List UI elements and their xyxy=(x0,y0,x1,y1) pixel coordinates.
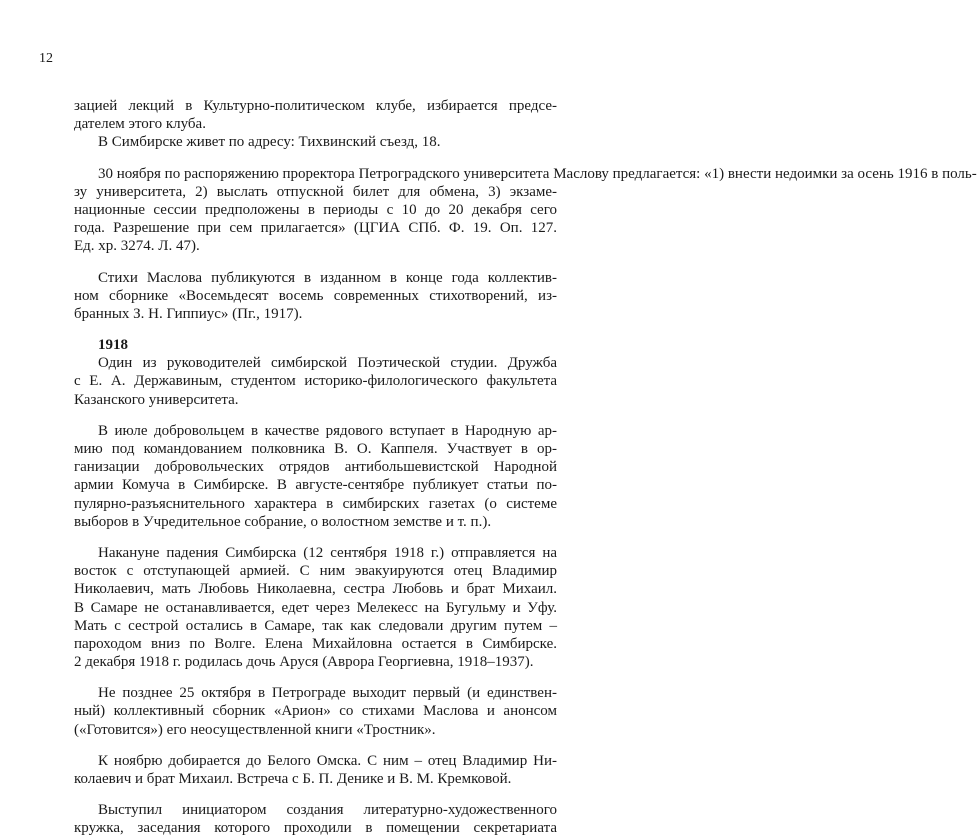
text-line: Накануне падения Симбирска (12 сентября 1918 г.) отправляется на xyxy=(98,544,557,561)
text-line: выборов в Учредительное собрание, о волостном земстве и т. п.). xyxy=(74,513,492,530)
paragraph xyxy=(74,97,557,133)
paragraph-gap xyxy=(74,409,557,422)
text-line: В июле добровольцем в качестве рядового вступает в Народную ар- xyxy=(98,422,557,439)
text-line: с Е. А. Державиным, студентом историко-филологического факультета xyxy=(74,373,557,390)
text-line: зацией лекций в Культурно-политическом клубе, избирается предсе- xyxy=(74,98,557,114)
text-line: 2 декабря 1918 г. родилась дочь Аруся (Аврора Георгиевна, 1918–1937). xyxy=(74,654,534,671)
text-line: ном сборнике «Восемьдесят восемь современных стихотворений, из- xyxy=(74,287,557,304)
text-line: восток с отступающей армией. С ним эвакуируются отец Владимир xyxy=(74,563,557,580)
text-line: зу университета, 2) выслать отпускной билет для обмена, 3) экзаме- xyxy=(74,183,557,200)
text-line: ганизации добровольческих отрядов антибольшевистской Народной xyxy=(74,459,557,476)
paragraph-gap xyxy=(74,531,557,544)
text-line: К ноябрю добирается до Белого Омска. С ним – отец Владимир Ни- xyxy=(98,752,557,769)
text-line: 1918 xyxy=(98,337,128,354)
text-line: пулярно-разъяснительного характера в симбирских газетах (о системе xyxy=(74,495,557,512)
text-line: Николаевич, мать Любовь Николаевна, сестра Любовь и брат Михаил. xyxy=(74,581,557,598)
text-line: дателем этого клуба. xyxy=(74,116,206,133)
paragraph xyxy=(74,752,557,788)
text-line: («Готовится») его неосуществленной книги «Тростник». xyxy=(74,721,436,738)
text-line: Стихи Маслова публикуются в изданном в конце года коллектив- xyxy=(98,269,557,286)
text-line: колаевич и брат Михаил. Встреча с Б. П. Денике и В. М. Кремковой. xyxy=(74,771,512,787)
text-line: мию под командованием полковника В. О. Каппеля. Участвует в ор- xyxy=(74,441,557,457)
year-heading xyxy=(74,336,557,354)
paragraph xyxy=(74,354,557,409)
text-line: кружка, заседания которого проходили в помещении секретариата xyxy=(74,820,557,837)
text-line: пароходом вниз по Волге. Елена Михайловна остается в Симбирске. xyxy=(74,635,557,652)
paragraph-gap xyxy=(74,152,557,165)
paragraph-gap xyxy=(74,671,557,684)
paragraph-gap xyxy=(74,739,557,752)
paragraph xyxy=(74,544,557,671)
text-line: В Самаре не останавливается, едет через Мелекесс на Бугульму и Уфу. xyxy=(74,599,557,616)
text-line: национные сессии предположены в периоды с 10 до 20 декабря сего xyxy=(74,201,557,218)
paragraph-gap xyxy=(74,256,557,269)
page-number: 12 xyxy=(39,51,53,66)
text-line: Мать с сестрой остались в Самаре, так как следовали другим путем – xyxy=(74,617,557,634)
text-line: Выступил инициатором создания литературно-художественного xyxy=(98,802,557,819)
text-line: года. Разрешение при сем прилагается» (ЦГИА СПб. Ф. 19. Оп. 127. xyxy=(74,220,557,237)
text-line: армии Комуча в Симбирске. В августе-сентябре публикует статьи по- xyxy=(74,477,557,494)
body-text xyxy=(74,97,977,838)
paragraph xyxy=(74,133,557,151)
paragraph-gap xyxy=(74,323,557,336)
text-line: В Симбирске живет по адресу: Тихвинский съезд, 18. xyxy=(98,134,441,151)
paragraph xyxy=(74,165,977,256)
paragraph xyxy=(74,422,557,531)
text-line: Не позднее 25 октября в Петрограде выходит первый (и единствен- xyxy=(98,685,557,702)
text-line: Казанского университета. xyxy=(74,391,239,408)
text-line: 30 ноября по распоряжению проректора Петроградского университета Маслову предлагается: «1) внести недоимки за осень 1916 в поль- xyxy=(98,165,977,182)
paragraph xyxy=(74,269,557,324)
text-line: Один из руководителей симбирской Поэтической студии. Дружба xyxy=(98,355,557,372)
paragraph-gap xyxy=(74,788,557,801)
text-line: бранных З. Н. Гиппиус» (Пг., 1917). xyxy=(74,305,303,322)
paragraph xyxy=(74,801,557,837)
text-line: ный) коллективный сборник «Арион» со стихами Маслова и анонсом xyxy=(74,703,557,720)
text-line: Ед. хр. 3274. Л. 47). xyxy=(74,238,200,255)
paragraph xyxy=(74,684,557,739)
